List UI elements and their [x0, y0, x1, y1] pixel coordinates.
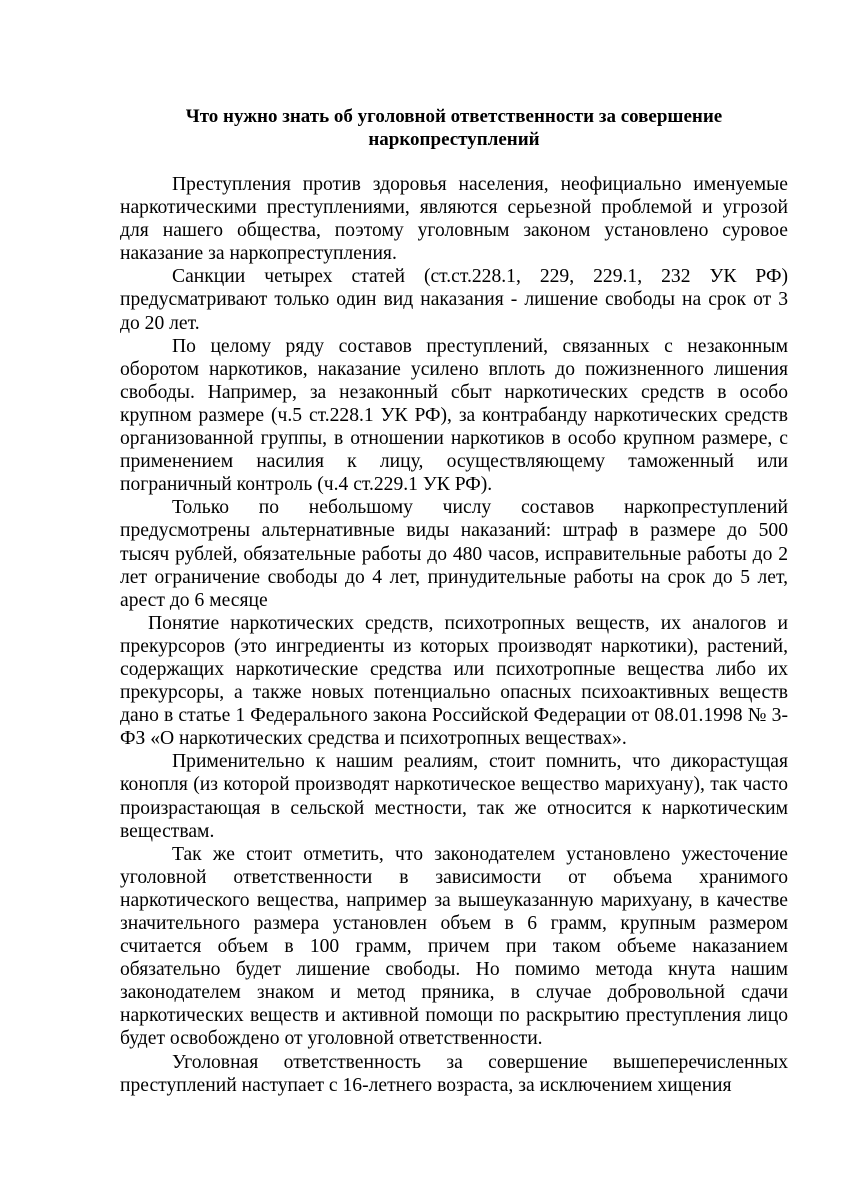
paragraph-4: Только по небольшому числу составов наркопреступлений предусмотрены альтернативные виды наказаний: штраф в размере до 500 тысяч рублей, обязательные работы до 480 часов, исправительные работы до 2 лет ограничение свободы до 4 лет, принудительные работы на срок до 5 лет, арест до 6 месяце — [120, 497, 788, 611]
paragraph-8: Уголовная ответственность за совершение вышеперечисленных преступлений наступает с 16-летнего возраста, за исключением хищения — [120, 1051, 788, 1096]
paragraph-3: По целому ряду составов преступлений, связанных с незаконным оборотом наркотиков, наказание усилено вплоть до пожизненного лишения свободы. Например, за незаконный сбыт наркотических средств в особо крупном размере (ч.5 ст.228.1 УК РФ), за контрабанду наркотических средств организованной группы, в отношении наркотиков в особо крупном размере, с применением насилия к лицу, осуществляющему таможенный или пограничный контроль (ч.4 ст.229.1 УК РФ). — [120, 335, 788, 496]
paragraph-2: Санкции четырех статей (ст.ст.228.1, 229, 229.1, 232 УК РФ) предусматривают только один вид наказания - лишение свободы на срок от 3 до 20 лет. — [120, 266, 788, 334]
paragraph-1: Преступления против здоровья населения, неофициально именуемые наркотическими преступлениями, являются серьезной проблемой и угрозой для нашего общества, поэтому уголовным законом установлено суровое наказание за наркопреступления. — [120, 174, 788, 265]
document-body — [120, 173, 788, 1097]
document-title: Что нужно знать об уголовной ответственности за совершение наркопреступлений — [185, 106, 723, 150]
paragraph-5: Понятие наркотических средств, психотропных веществ, их аналогов и прекурсоров (это ингредиенты из которых производят наркотики), растений, содержащих наркотические средства или психотропные вещества либо их прекурсоры, а также новых потенциально опасных психоактивных веществ дано в статье 1 Федерального закона Российской Федерации от 08.01.1998 № 3-ФЗ «О наркотических средства и психотропных веществах». — [120, 612, 788, 750]
paragraph-6: Применительно к нашим реалиям, стоит помнить, что дикорастущая конопля (из которой производят наркотическое вещество марихуану), так часто произрастающая в сельской местности, так же относится к наркотическим веществам. — [120, 751, 788, 842]
paragraph-7: Так же стоит отметить, что законодателем установлено ужесточение уголовной ответственности в зависимости от объема хранимого наркотического вещества, например за вышеуказанную марихуану, в качестве значительного размера установлен объем в 6 грамм, крупным размером считается объем в 100 грамм, причем при таком объеме наказанием обязательно будет лишение свободы. Но помимо метода кнута нашим законодателем знаком и метод пряника, в случае добровольной сдачи наркотических веществ и активной помощи по раскрытию преступления лицо будет освобождено от уголовной ответственности. — [120, 843, 788, 1050]
